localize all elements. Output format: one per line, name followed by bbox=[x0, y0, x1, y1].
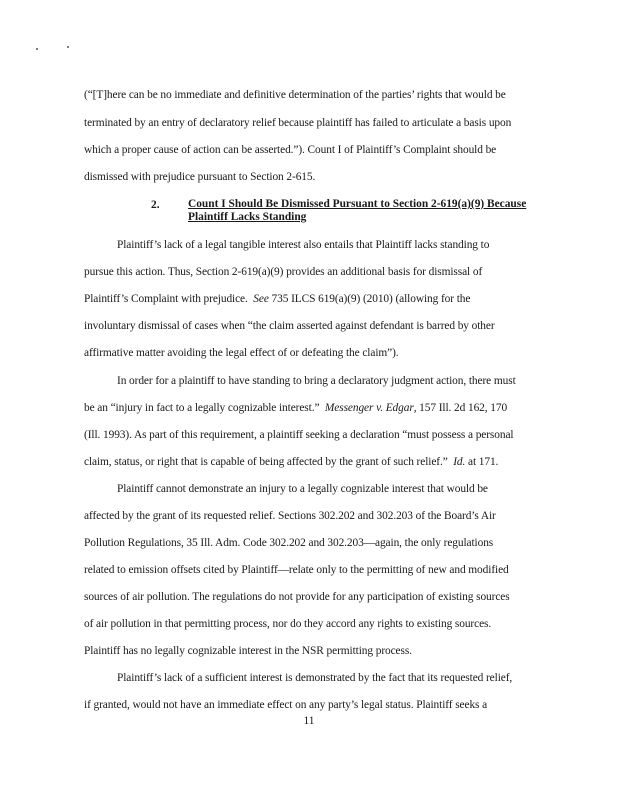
text-span: be an “injury in fact to a legally cognizable interest.” bbox=[84, 402, 320, 414]
text-line bbox=[84, 401, 534, 415]
text-line: related to emission offsets cited by Plaintiff—relate only to the permitting of new and modified bbox=[84, 564, 509, 576]
text-line: involuntary dismissal of cases when “the claim asserted against defendant is barred by other bbox=[84, 320, 495, 332]
text-span: claim, status, or right that is capable of being affected by the grant of such relief.” bbox=[84, 456, 448, 468]
text-line: (“[T]here can be no immediate and definitive determination of the parties’ rights that would be bbox=[84, 89, 506, 101]
text-line: which a proper cause of action can be asserted.”). Count I of Plaintiff’s Complaint should be bbox=[84, 144, 497, 156]
text-line: (Ill. 1993). As part of this requirement, a plaintiff seeking a declaration “must possess a personal bbox=[84, 429, 514, 441]
text-line: Plaintiff has no legally cognizable interest in the NSR permitting process. bbox=[84, 645, 412, 657]
text-line: sources of air pollution. The regulations do not provide for any participation of existing sources bbox=[84, 591, 510, 603]
text-line: affirmative matter avoiding the legal effect of or defeating the claim”). bbox=[84, 347, 399, 359]
text-line: Plaintiff’s lack of a sufficient interest is demonstrated by the fact that its requested relief, bbox=[117, 672, 513, 684]
text-line: dismissed with prejudice pursuant to Section 2-615. bbox=[84, 171, 316, 183]
case-name: Messenger v. Edgar bbox=[324, 402, 414, 414]
text-line: pursue this action. Thus, Section 2-619(a)(9) provides an additional basis for dismissal of bbox=[84, 266, 483, 278]
text-line bbox=[84, 292, 534, 306]
text-span: 735 ILCS 619(a)(9) (2010) (allowing for the bbox=[271, 293, 471, 305]
text-line bbox=[84, 455, 534, 469]
text-line: In order for a plaintiff to have standing to bring a declaratory judgment action, there must bbox=[117, 375, 516, 387]
scan-speck bbox=[36, 48, 38, 50]
text-line: terminated by an entry of declaratory relief because plaintiff has failed to articulate a basis upon bbox=[84, 117, 512, 129]
text-line: of air pollution in that permitting process, nor do they accord any rights to existing sources. bbox=[84, 618, 492, 630]
id-citation: Id. bbox=[453, 456, 466, 468]
text-line: Plaintiff cannot demonstrate an injury to a legally cognizable interest that would be bbox=[117, 483, 488, 495]
scan-speck bbox=[67, 46, 69, 48]
section-heading-line: Count I Should Be Dismissed Pursuant to Section 2-619(a)(9) Because bbox=[188, 198, 527, 210]
section-heading-line: Plaintiff Lacks Standing bbox=[188, 211, 307, 223]
page-number: 11 bbox=[303, 715, 315, 727]
text-line: Plaintiff’s lack of a legal tangible interest also entails that Plaintiff lacks standing to bbox=[117, 239, 490, 251]
text-span: , 157 Ill. 2d 162, 170 bbox=[413, 402, 508, 414]
text-line: affected by the grant of its requested relief. Sections 302.202 and 302.203 of the Board’s Air bbox=[84, 510, 496, 522]
text-line: if granted, would not have an immediate effect on any party’s legal status. Plaintiff seeks a bbox=[84, 699, 488, 711]
citation-signal: See bbox=[253, 293, 269, 305]
section-heading bbox=[188, 198, 538, 224]
text-line: Pollution Regulations, 35 Ill. Adm. Code 302.202 and 302.203—again, the only regulations bbox=[84, 537, 494, 549]
text-span: at 171. bbox=[467, 456, 499, 468]
text-span: Plaintiff’s Complaint with prejudice. bbox=[84, 293, 248, 305]
section-number: 2. bbox=[151, 199, 160, 211]
